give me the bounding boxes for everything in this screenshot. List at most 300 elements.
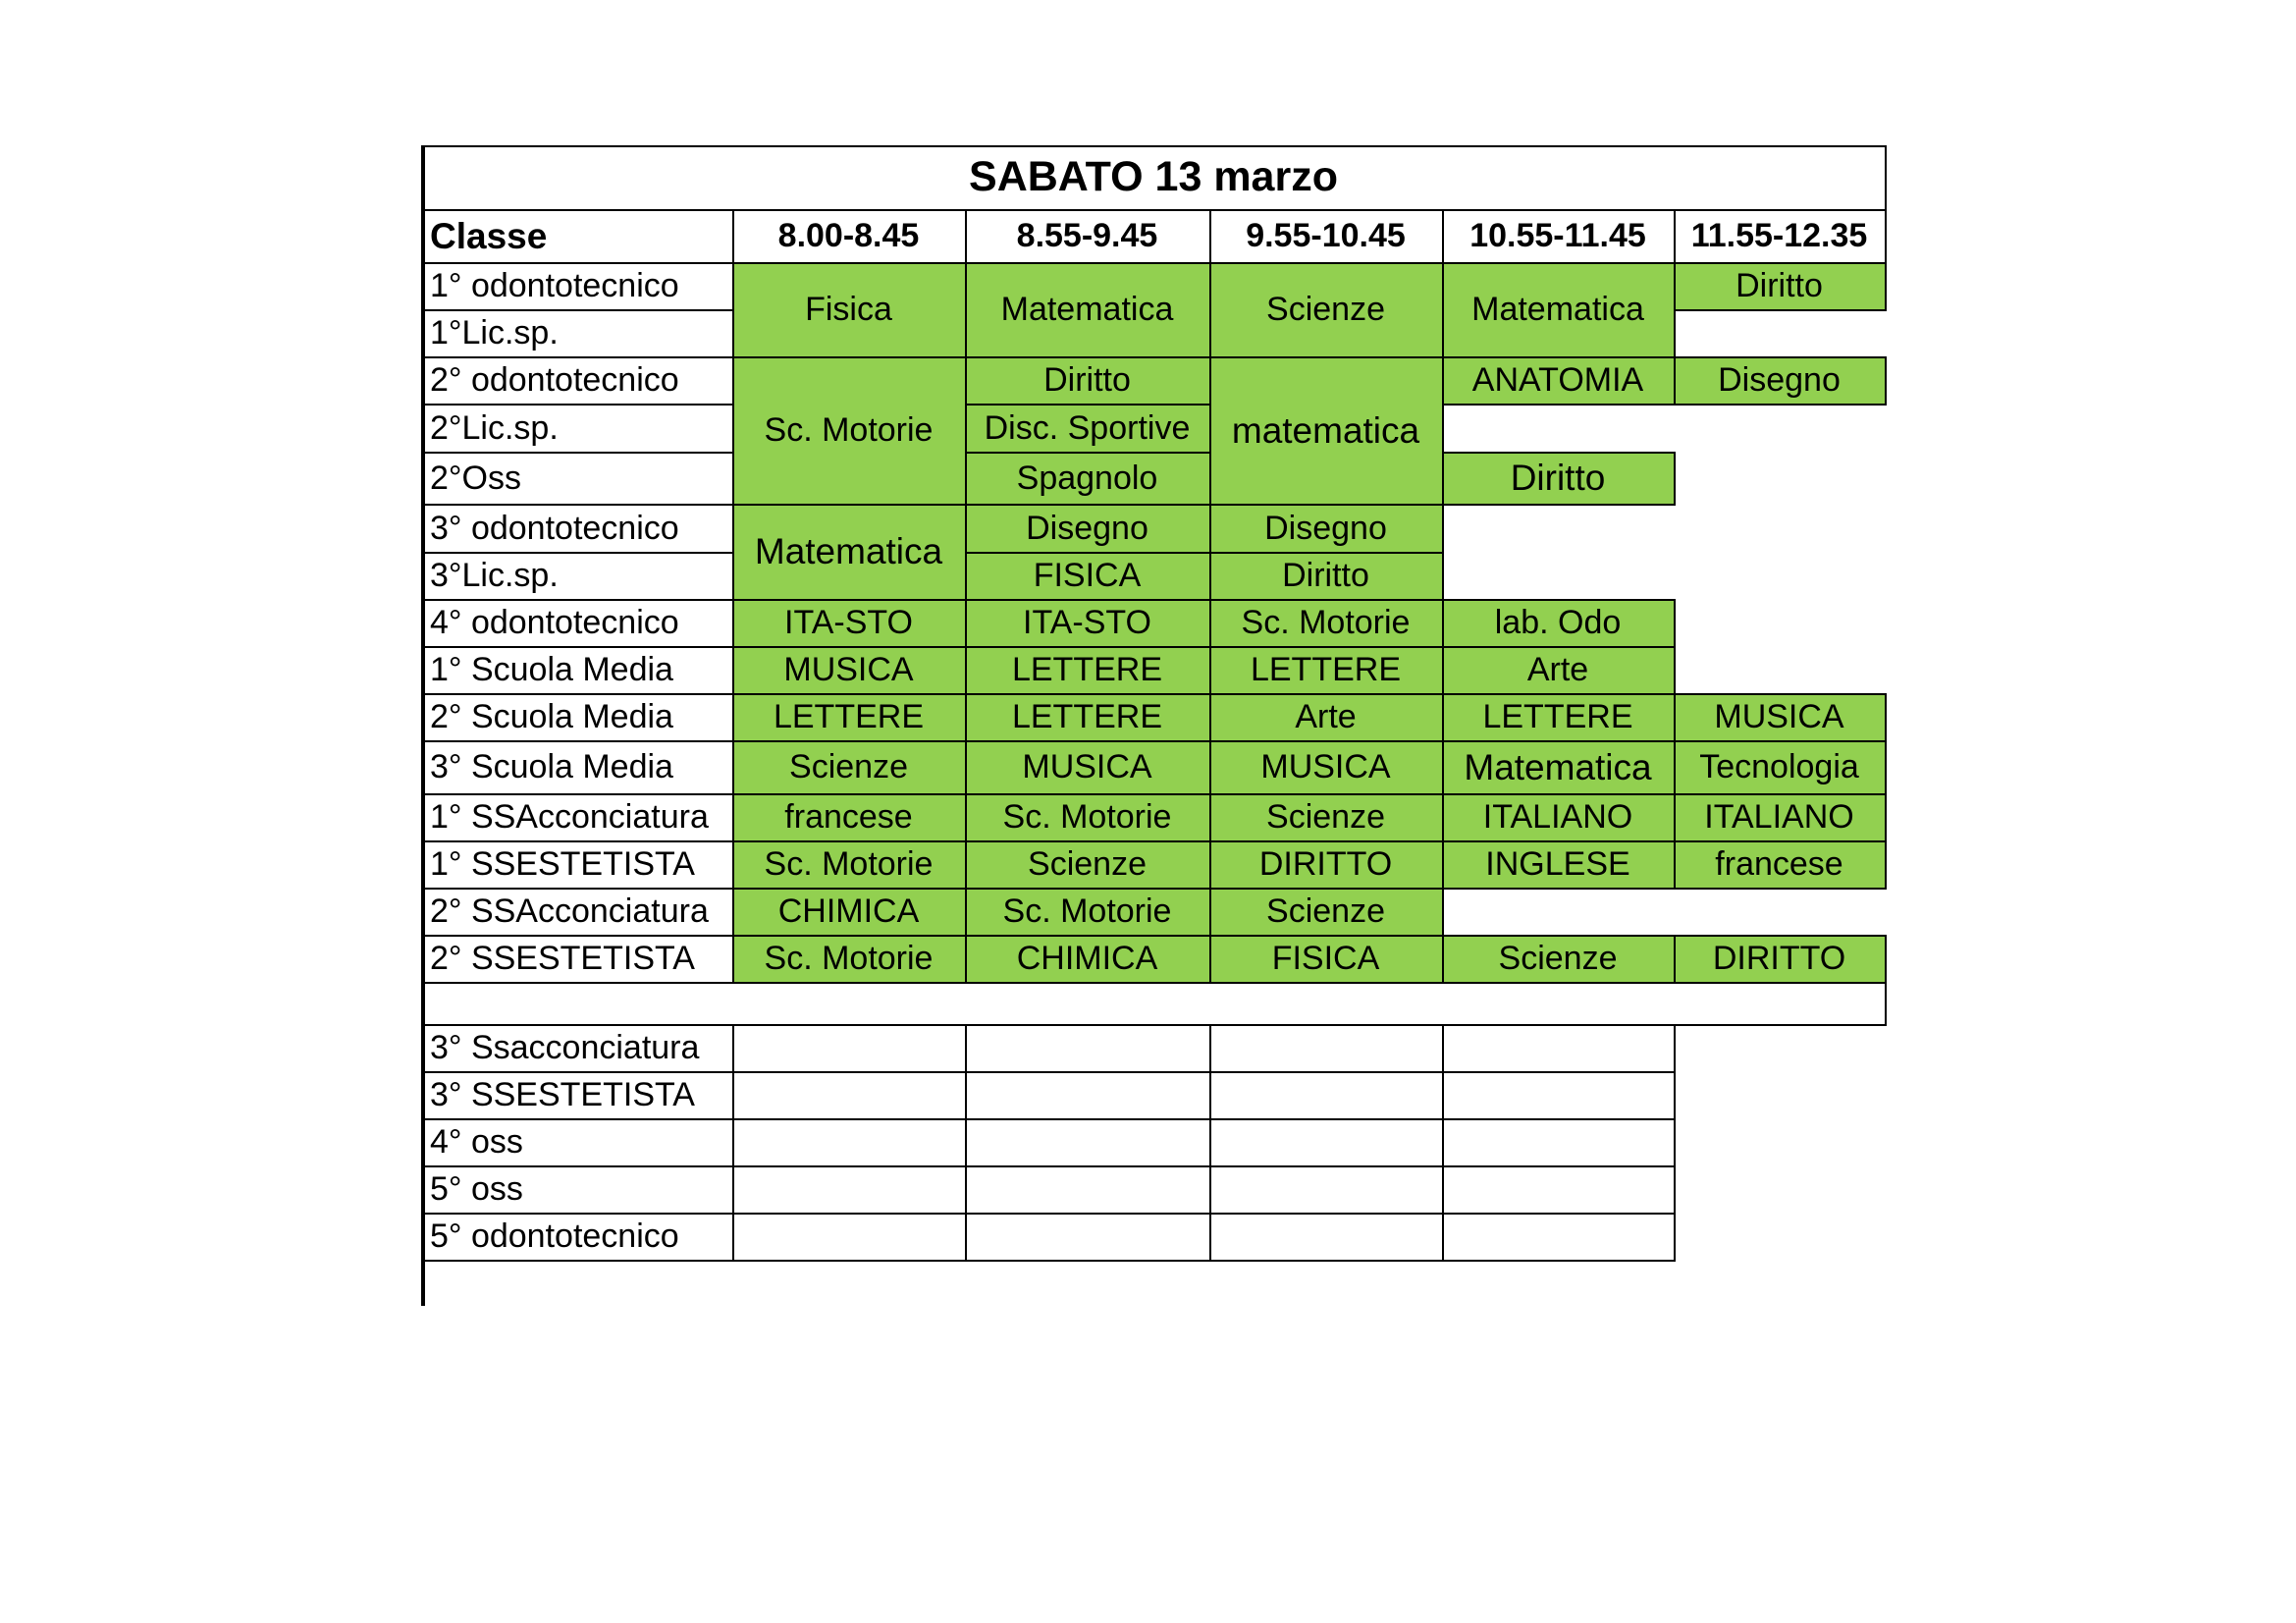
lesson-cell: Sc. Motorie — [965, 888, 1209, 935]
lesson-cell: Diritto — [1674, 262, 1885, 309]
lesson-cell-border-top — [1209, 740, 1444, 742]
lesson-cell: Sc. Motorie — [1209, 599, 1442, 646]
lesson-cell: Scienze — [732, 740, 965, 793]
lesson-cell: Disegno — [965, 504, 1209, 552]
lesson-cell-border-left — [965, 935, 967, 984]
lesson-cell: ITA-STO — [732, 599, 965, 646]
lesson-cell-border-left — [1442, 740, 1444, 795]
empty-cell-border-left — [732, 1071, 734, 1120]
lesson-cell-border-top — [1209, 552, 1444, 554]
lesson-cell: FISICA — [1209, 935, 1442, 982]
header-cell-border-left — [1674, 209, 1676, 264]
empty-cell-border-top — [1442, 1118, 1676, 1120]
lesson-cell: MUSICA — [732, 646, 965, 693]
lesson-cell: Scienze — [1209, 793, 1442, 840]
lesson-cell: DIRITTO — [1209, 840, 1442, 888]
lesson-cell-border-left — [1209, 599, 1211, 648]
lesson-cell-border-left — [1442, 599, 1444, 648]
class-cell-border-top — [422, 452, 734, 454]
lesson-cell-border-left — [732, 262, 734, 358]
empty-cell-border-top — [1442, 1213, 1676, 1215]
header-cell-border-top — [1442, 209, 1676, 211]
lesson-cell-border-bottom — [1674, 404, 1887, 406]
lesson-cell: Sc. Motorie — [732, 935, 965, 982]
lesson-cell-border-top — [732, 693, 967, 695]
class-name: 1° odontotecnico — [430, 267, 679, 304]
title-border-right — [1885, 145, 1887, 211]
empty-cell-border-top — [1209, 1118, 1444, 1120]
empty-cell-border-bottom — [1209, 1260, 1444, 1262]
empty-cell-border-top — [1442, 1071, 1676, 1073]
lesson-cell-border-top — [732, 646, 967, 648]
header-cell-border-top — [732, 209, 967, 211]
lesson-cell-border-right — [1442, 888, 1444, 937]
empty-cell-border-top — [732, 1118, 967, 1120]
empty-cell-border-top — [1209, 1213, 1444, 1215]
empty-cell — [1209, 1024, 1442, 1071]
lesson-cell-border-top — [1209, 793, 1444, 795]
header-slot-1: 8.00-8.45 — [777, 217, 920, 254]
class-name: 2°Lic.sp. — [430, 408, 559, 447]
lesson-cell-border-left — [1209, 740, 1211, 795]
lesson-cell-border-left — [1209, 693, 1211, 742]
empty-cell-border-top — [1442, 1024, 1676, 1026]
class-name: 1° SSAcconciatura — [430, 798, 709, 836]
empty-cell-border-left — [965, 1024, 967, 1073]
class-cell-border-top — [422, 404, 734, 406]
lesson-cell-border-top — [1674, 793, 1887, 795]
empty-cell-border-right — [1674, 1024, 1676, 1073]
header-cell-border-left — [1442, 209, 1444, 264]
page-title: SABATO 13 marzo — [969, 153, 1338, 200]
class-cell-border-top — [422, 646, 734, 648]
lesson-cell: MUSICA — [1674, 693, 1885, 740]
lesson-cell-border-top — [1442, 646, 1676, 648]
empty-cell-border-top — [732, 1071, 967, 1073]
empty-cell-border-bottom — [732, 1260, 967, 1262]
lesson-cell-border-top — [1209, 693, 1444, 695]
class-cell-border-top — [422, 552, 734, 554]
lesson-cell-border-left — [732, 504, 734, 601]
lesson-cell-border-left — [1674, 262, 1676, 311]
lesson-cell: Scienze — [1442, 935, 1674, 982]
class-cell-border-bottom — [422, 1260, 734, 1262]
empty-cell-border-top — [1209, 1024, 1444, 1026]
class-cell-border-top — [422, 504, 734, 506]
header-slot-4: 10.55-11.45 — [1469, 217, 1646, 254]
lesson-cell-border-top — [732, 740, 967, 742]
empty-cell — [1209, 1118, 1442, 1165]
lesson-cell: LETTERE — [732, 693, 965, 740]
empty-cell-border-left — [965, 1213, 967, 1262]
lesson-cell-border-top — [1442, 262, 1676, 264]
lesson-cell-border-top — [965, 452, 1211, 454]
lesson-cell-border-top — [1442, 840, 1676, 842]
lesson-cell-border-right — [1442, 504, 1444, 554]
lesson-cell: MUSICA — [1209, 740, 1442, 793]
lesson-cell-border-top — [965, 740, 1211, 742]
class-cell-border-top — [422, 1213, 734, 1215]
class-name: 5° odontotecnico — [430, 1217, 679, 1255]
lesson-cell-border-left — [965, 356, 967, 406]
lesson-cell-border-top — [1442, 693, 1676, 695]
lesson-cell-border-left — [1209, 646, 1211, 695]
header-cell-border-left — [1209, 209, 1211, 264]
header-cell-border-right — [1885, 209, 1887, 264]
lesson-cell: LETTERE — [1209, 646, 1442, 693]
lesson-cell-border-bottom — [1442, 888, 1676, 890]
class-cell-border-top — [422, 1165, 734, 1167]
class-cell-border-top — [422, 599, 734, 601]
lesson-cell-border-top — [965, 793, 1211, 795]
lesson-cell-border-right — [1674, 599, 1676, 648]
class-cell-border-top — [422, 1071, 734, 1073]
empty-cell-border-left — [965, 1118, 967, 1167]
lesson-cell-border-left — [965, 599, 967, 648]
class-name: 3° SSESTETISTA — [430, 1076, 695, 1113]
empty-cell — [1442, 1213, 1674, 1260]
lesson-cell-border-top — [965, 599, 1211, 601]
empty-cell-border-top — [732, 1024, 967, 1026]
lesson-cell-border-left — [1209, 504, 1211, 554]
lesson-cell-border-top — [1674, 262, 1887, 264]
empty-cell-border-right — [1674, 1213, 1676, 1262]
empty-cell-border-left — [1442, 1071, 1444, 1120]
empty-cell-border-left — [732, 1213, 734, 1262]
lesson-cell-border-top — [1442, 740, 1676, 742]
lesson-cell-border-left — [732, 840, 734, 890]
lesson-cell-border-left — [1442, 793, 1444, 842]
lesson-cell-border-left — [965, 452, 967, 506]
empty-cell-border-right — [1674, 1118, 1676, 1167]
lesson-cell-border-bottom — [1674, 309, 1887, 311]
class-name: 4° odontotecnico — [430, 604, 679, 641]
lesson-cell: Matematica — [1442, 262, 1674, 356]
empty-cell — [1442, 1071, 1674, 1118]
class-name: 3° Ssacconciatura — [430, 1029, 700, 1066]
lesson-cell-border-left — [1674, 793, 1676, 842]
lesson-cell-border-left — [732, 888, 734, 937]
lesson-cell-border-top — [965, 356, 1211, 358]
empty-cell-border-left — [1442, 1024, 1444, 1073]
empty-cell-border-bottom — [1442, 1260, 1676, 1262]
lesson-cell-border-top — [1209, 840, 1444, 842]
empty-cell-border-left — [965, 1071, 967, 1120]
lesson-cell: Matematica — [732, 504, 965, 599]
lesson-cell-border-top — [1209, 504, 1444, 506]
empty-cell — [1209, 1213, 1442, 1260]
lesson-cell-border-right — [1885, 840, 1887, 890]
empty-cell-border-left — [1209, 1071, 1211, 1120]
lesson-cell-border-left — [965, 740, 967, 795]
lesson-cell-border-top — [1674, 356, 1887, 358]
lesson-cell-border-top — [965, 404, 1211, 406]
lesson-cell-border-top — [965, 888, 1211, 890]
lesson-cell: francese — [1674, 840, 1885, 888]
lesson-cell-border-left — [1442, 452, 1444, 506]
lesson-cell: Scienze — [1209, 888, 1442, 935]
lesson-cell-border-right — [1442, 552, 1444, 601]
lesson-cell-border-top — [732, 840, 967, 842]
lesson-cell: Scienze — [965, 840, 1209, 888]
empty-cell — [1442, 1118, 1674, 1165]
lesson-cell-border-left — [965, 504, 967, 554]
header-classe: Classe — [430, 215, 548, 256]
lesson-cell-border-right — [1674, 646, 1676, 695]
lesson-cell-border-right — [1885, 793, 1887, 842]
empty-cell-border-left — [1442, 1165, 1444, 1215]
empty-cell-border-top — [965, 1024, 1211, 1026]
class-name: 1° SSESTETISTA — [430, 845, 695, 883]
lesson-cell-border-right — [1885, 740, 1887, 795]
lesson-cell: Matematica — [965, 262, 1209, 356]
lesson-cell-border-bottom — [732, 982, 967, 984]
lesson-cell-border-right — [1885, 356, 1887, 406]
empty-cell-border-top — [1209, 1071, 1444, 1073]
lesson-cell-border-top — [1442, 599, 1676, 601]
empty-cell-border-top — [732, 1213, 967, 1215]
empty-cell — [965, 1024, 1209, 1071]
lesson-cell: ANATOMIA — [1442, 356, 1674, 404]
class-name: 3°Lic.sp. — [430, 557, 559, 594]
lesson-cell-border-left — [965, 262, 967, 358]
lesson-cell-border-right — [1674, 452, 1676, 506]
lesson-cell-border-top — [965, 504, 1211, 506]
header-cell-border-top — [965, 209, 1211, 211]
empty-cell-border-left — [732, 1165, 734, 1215]
lesson-cell-border-left — [965, 552, 967, 601]
lesson-cell: Arte — [1209, 693, 1442, 740]
lesson-cell-border-left — [1442, 693, 1444, 742]
lesson-cell: CHIMICA — [965, 935, 1209, 982]
lesson-cell: Sc. Motorie — [732, 840, 965, 888]
lesson-cell: Diritto — [1209, 552, 1442, 599]
lesson-cell: Spagnolo — [965, 452, 1209, 504]
lesson-cell-border-bottom — [1442, 504, 1676, 506]
class-name: 2° odontotecnico — [430, 361, 679, 399]
lesson-cell: Arte — [1442, 646, 1674, 693]
lesson-cell: ITALIANO — [1442, 793, 1674, 840]
empty-cell-border-top — [1442, 1165, 1676, 1167]
lesson-cell: Fisica — [732, 262, 965, 356]
empty-cell — [732, 1213, 965, 1260]
lesson-cell-border-top — [965, 935, 1211, 937]
empty-cell — [965, 1165, 1209, 1213]
lesson-cell-border-left — [1209, 888, 1211, 937]
lesson-cell-border-left — [1442, 935, 1444, 984]
empty-cell-border-right — [1674, 1165, 1676, 1215]
class-name: 1° Scuola Media — [430, 651, 673, 688]
lesson-cell-border-top — [965, 552, 1211, 554]
empty-cell-border-right — [1674, 1071, 1676, 1120]
lesson-cell-border-left — [732, 693, 734, 742]
lesson-cell-border-right — [1885, 693, 1887, 742]
lesson-cell-border-top — [1442, 935, 1676, 937]
class-name: 2°Oss — [430, 459, 521, 497]
lesson-cell-border-top — [1442, 793, 1676, 795]
lesson-cell-border-top — [732, 599, 967, 601]
empty-cell — [1209, 1071, 1442, 1118]
header-cell-border-top — [1674, 209, 1887, 211]
lesson-cell-border-top — [965, 646, 1211, 648]
lesson-cell-border-left — [732, 793, 734, 842]
lesson-cell-border-top — [1209, 646, 1444, 648]
empty-cell-border-bottom — [965, 1260, 1211, 1262]
lesson-cell-border-bottom — [1674, 888, 1887, 890]
lesson-cell-border-top — [1674, 935, 1887, 937]
lesson-cell-border-left — [965, 793, 967, 842]
lesson-cell-border-left — [965, 840, 967, 890]
lesson-cell: Diritto — [965, 356, 1209, 404]
lesson-cell-border-top — [965, 840, 1211, 842]
lesson-cell-border-left — [1442, 840, 1444, 890]
lesson-cell-border-right — [1209, 452, 1211, 506]
empty-cell — [1209, 1165, 1442, 1213]
lesson-cell-border-left — [732, 356, 734, 506]
lesson-cell-border-left — [1674, 693, 1676, 742]
class-cell-border-top — [422, 888, 734, 890]
empty-cell-border-left — [1209, 1118, 1211, 1167]
lesson-cell: Disegno — [1209, 504, 1442, 552]
class-cell-border-top — [422, 356, 734, 358]
class-name: 3° odontotecnico — [430, 509, 679, 547]
title-border-top — [422, 145, 1887, 147]
lesson-cell: INGLESE — [1442, 840, 1674, 888]
lesson-cell-border-top — [1209, 356, 1444, 358]
lesson-cell-border-left — [965, 888, 967, 937]
class-name: 2° Scuola Media — [430, 698, 673, 735]
empty-cell-border-top — [732, 1165, 967, 1167]
lesson-cell-border-right — [1209, 404, 1211, 454]
lesson-cell-border-top — [1674, 693, 1887, 695]
lesson-cell-border-left — [732, 740, 734, 795]
lesson-cell-border-top — [1209, 599, 1444, 601]
class-cell-border-top — [422, 793, 734, 795]
lesson-cell-border-top — [732, 935, 967, 937]
lesson-cell-border-left — [1209, 552, 1211, 601]
lesson-cell: LETTERE — [965, 693, 1209, 740]
empty-cell — [732, 1024, 965, 1071]
lesson-cell-border-left — [1442, 356, 1444, 406]
lesson-cell-border-bottom — [1674, 982, 1887, 984]
class-cell-border-top — [422, 935, 734, 937]
lesson-cell-border-top — [1674, 740, 1887, 742]
lesson-cell: matematica — [1209, 356, 1442, 504]
lesson-cell-border-top — [732, 262, 967, 264]
lesson-cell: Sc. Motorie — [965, 793, 1209, 840]
lesson-cell-border-top — [732, 504, 967, 506]
lesson-cell-border-bottom — [965, 982, 1211, 984]
lesson-cell: Diritto — [1442, 452, 1674, 504]
lesson-cell-border-left — [732, 646, 734, 695]
header-slot-2: 8.55-9.45 — [1016, 217, 1158, 254]
empty-cell-border-left — [732, 1024, 734, 1073]
lesson-cell-border-top — [1442, 452, 1676, 454]
lesson-cell-border-top — [732, 356, 967, 358]
class-cell-border-top — [422, 309, 734, 311]
lesson-cell: MUSICA — [965, 740, 1209, 793]
lesson-cell-border-left — [1674, 935, 1676, 984]
lesson-cell: Tecnologia — [1674, 740, 1885, 793]
lesson-cell-border-top — [732, 888, 967, 890]
lesson-cell: ITA-STO — [965, 599, 1209, 646]
lesson-cell-border-top — [965, 693, 1211, 695]
separator-row-border-right — [1885, 982, 1887, 1026]
lesson-cell: Sc. Motorie — [732, 356, 965, 504]
lesson-cell: FISICA — [965, 552, 1209, 599]
lesson-cell-border-left — [732, 935, 734, 984]
lesson-cell-border-left — [1674, 740, 1676, 795]
empty-cell — [732, 1071, 965, 1118]
lesson-cell-border-top — [732, 793, 967, 795]
lesson-cell: Matematica — [1442, 740, 1674, 793]
class-cell-border-top — [422, 262, 734, 264]
class-cell-border-top — [422, 740, 734, 742]
lesson-cell-border-right — [1885, 262, 1887, 311]
lesson-cell-border-top — [1209, 935, 1444, 937]
lesson-cell-border-bottom — [1442, 404, 1676, 406]
lesson-cell-border-left — [1674, 356, 1676, 406]
lesson-cell-border-bottom — [1209, 982, 1444, 984]
lesson-cell-border-left — [732, 599, 734, 648]
lesson-cell: francese — [732, 793, 965, 840]
empty-cell-border-left — [1442, 1213, 1444, 1262]
lesson-cell-border-top — [1209, 888, 1444, 890]
empty-cell-border-left — [732, 1118, 734, 1167]
header-cell-border-top — [1209, 209, 1444, 211]
class-name: 3° Scuola Media — [430, 748, 673, 785]
lesson-cell-border-left — [1674, 840, 1676, 890]
lesson-cell: ITALIANO — [1674, 793, 1885, 840]
class-cell-border-top — [422, 840, 734, 842]
lesson-cell-border-top — [1442, 356, 1676, 358]
lesson-cell-border-left — [1209, 935, 1211, 984]
class-name: 1°Lic.sp. — [430, 314, 559, 352]
lesson-cell: Disegno — [1674, 356, 1885, 404]
lesson-cell-border-top — [1209, 262, 1444, 264]
lesson-cell-border-left — [1442, 646, 1444, 695]
empty-cell-border-left — [1209, 1024, 1211, 1073]
empty-cell-border-left — [965, 1165, 967, 1215]
empty-cell-border-left — [1442, 1118, 1444, 1167]
lesson-cell-border-left — [965, 646, 967, 695]
class-cell-border-top — [422, 693, 734, 695]
empty-cell-border-top — [1209, 1165, 1444, 1167]
lesson-cell: DIRITTO — [1674, 935, 1885, 982]
lesson-cell-border-left — [1209, 840, 1211, 890]
lesson-cell: LETTERE — [1442, 693, 1674, 740]
lesson-cell-border-left — [965, 404, 967, 454]
lesson-cell-border-right — [1885, 935, 1887, 984]
class-cell-border-top — [422, 1118, 734, 1120]
lesson-cell-border-left — [1209, 793, 1211, 842]
class-name: 2° SSAcconciatura — [430, 893, 709, 930]
lesson-cell: Scienze — [1209, 262, 1442, 356]
empty-cell-border-left — [1209, 1213, 1211, 1262]
empty-cell — [1442, 1024, 1674, 1071]
header-slot-5: 11.55-12.35 — [1690, 217, 1868, 254]
lesson-cell-border-left — [1442, 262, 1444, 358]
lesson-cell-border-left — [965, 693, 967, 742]
empty-cell — [965, 1071, 1209, 1118]
lesson-cell-border-bottom — [1442, 982, 1676, 984]
lesson-cell: CHIMICA — [732, 888, 965, 935]
empty-cell-border-top — [965, 1118, 1211, 1120]
header-cell-border-left — [732, 209, 734, 264]
empty-cell — [1442, 1165, 1674, 1213]
class-name: 5° oss — [430, 1170, 523, 1208]
empty-cell — [965, 1118, 1209, 1165]
